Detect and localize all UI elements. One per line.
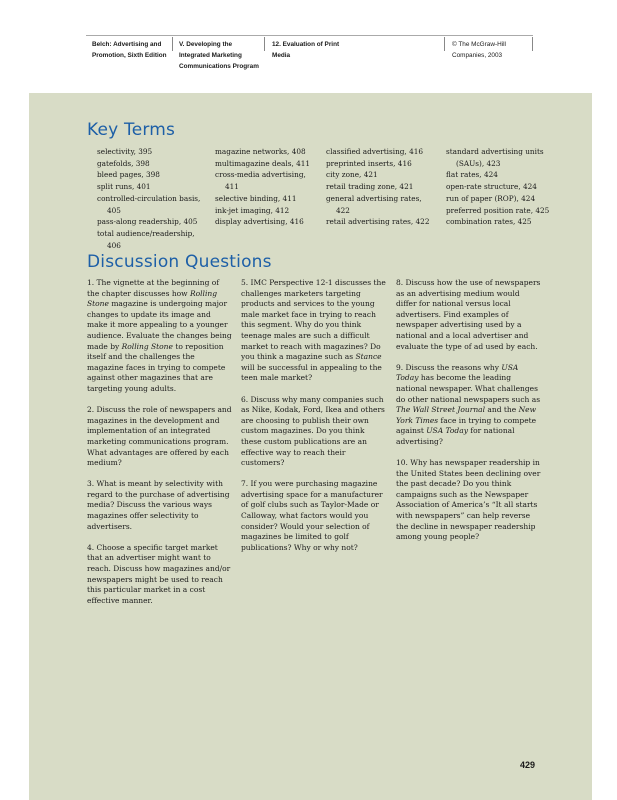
- question-1: [87, 278, 233, 395]
- key-term: selectivity, 395: [97, 147, 153, 156]
- header-part-title: [179, 39, 259, 72]
- question-text: face in trying to compete against: [396, 415, 537, 436]
- question-text: and the: [485, 405, 519, 415]
- question-italic: New York Times: [396, 405, 536, 425]
- header-text: V. Developing the: [179, 41, 233, 48]
- key-terms-heading: Key Terms: [87, 120, 176, 140]
- header-divider: [444, 37, 445, 51]
- discussion-questions-heading: Discussion Questions: [87, 252, 272, 272]
- key-terms-column-1: [97, 146, 207, 251]
- key-term: multimagazine deals, 411: [215, 158, 311, 168]
- key-term: standard advertising units (SAUs), 423: [446, 147, 544, 168]
- key-term: retail trading zone, 421: [326, 182, 414, 192]
- question-text: 1. The vignette at the beginning of the chapter discusses how: [87, 278, 220, 298]
- key-term: cross-media advertising, 411: [215, 170, 306, 192]
- header-text: Belch: Advertising and: [92, 41, 162, 48]
- running-header: [86, 35, 533, 73]
- key-terms-column-4: [446, 146, 550, 228]
- key-terms-column-2: [215, 146, 319, 228]
- question-10: 10. Why has newspaper readership in the United States been declining over the past decade? Do you think campaigns such as the Newspaper Association of America’s “It all starts with newspapers” can help reverse the decline in newspaper readership among young people?: [396, 458, 541, 542]
- discussion-column-2: [241, 278, 387, 564]
- question-7: 7. If you were purchasing magazine advertising space for a manufacturer of golf clubs such as Taylor-Made or Calloway, what factors would you consider? Would your selection of magazines be limited to golf publications? Why or why not?: [241, 479, 383, 552]
- question-text: to reposition itself and the challenges the magazine faces in trying to compete against other magazines that are targeting young adults.: [87, 341, 226, 393]
- question-italic: Rolling Stone: [87, 288, 217, 309]
- question-italic: Rolling Stone: [121, 341, 173, 351]
- question-3: 3. What is meant by selectivity with regard to the purchase of advertising media? Discuss the various ways magazines offer selectivity to advertisers.: [87, 479, 230, 531]
- header-text: © The McGraw-Hill: [452, 41, 506, 48]
- question-italic: The Wall Street Journal: [396, 405, 486, 415]
- key-term: magazine networks, 408: [215, 147, 306, 156]
- key-term: bleed pages, 398: [97, 170, 160, 180]
- key-term: preferred position rate, 425: [446, 205, 550, 215]
- question-5: [241, 278, 387, 384]
- question-8: 8. Discuss how the use of newspapers as an advertising medium would differ for national versus local advertisers. Find examples of newspaper advertising used by a national and a local advertiser and evaluate the type of ad used by each.: [396, 278, 541, 351]
- question-9: [396, 363, 542, 448]
- question-text: magazine is undergoing major changes to update its image and make it more appealing to a younger audience. Evaluate the changes being made by: [87, 299, 232, 351]
- key-term: pass-along readership, 405: [97, 217, 198, 227]
- question-6: 6. Discuss why many companies such as Nike, Kodak, Ford, Ikea and others are choosing to publish their own custom magazines. Do you think these custom publications are an effective way to reach their customers?: [241, 394, 385, 468]
- question-italic: USA Today: [426, 426, 468, 436]
- key-terms-column-3: [326, 146, 432, 228]
- key-term: gatefolds, 398: [97, 158, 150, 168]
- discussion-column-1: [87, 278, 233, 617]
- header-chapter-title: [272, 39, 339, 61]
- header-text: Communications Program: [179, 63, 259, 70]
- key-term: city zone, 421: [326, 170, 378, 180]
- question-italic: USA Today: [396, 362, 519, 383]
- question-text: will be successful in appealing to the teen male market?: [241, 362, 382, 383]
- key-term: selective binding, 411: [215, 193, 297, 203]
- question-text: has become the leading national newspaper. What challenges do other national newspapers such as: [396, 373, 541, 404]
- question-4: 4. Choose a specific target market that an advertiser might want to reach. Discuss how magazines and/or newspapers might be used to reach this particular market in a cost effective manner.: [87, 542, 231, 605]
- header-text: Companies, 2003: [452, 52, 503, 59]
- header-text: Integrated Marketing: [179, 52, 242, 59]
- question-text: for national advertising?: [396, 426, 515, 446]
- header-text: Promotion, Sixth Edition: [92, 52, 167, 59]
- question-2: 2. Discuss the role of newspapers and magazines in the development and implementation of an integrated marketing communications program. What advantages are offered by each medium?: [87, 405, 232, 468]
- header-text: Media: [272, 52, 291, 59]
- key-term: display advertising, 416: [215, 217, 304, 227]
- header-divider: [532, 37, 533, 51]
- question-italic: Stance: [355, 352, 382, 362]
- key-term: general advertising rates, 422: [326, 193, 422, 215]
- key-term: flat rates, 424: [446, 170, 498, 180]
- header-book-title: [92, 39, 167, 61]
- key-term: classified advertising, 416: [326, 147, 424, 156]
- key-term: total audience/readership, 406: [97, 228, 195, 250]
- header-divider: [172, 37, 173, 51]
- key-term: run of paper (ROP), 424: [446, 193, 536, 203]
- header-text: 12. Evaluation of Print: [272, 41, 340, 48]
- header-rule: [86, 35, 533, 36]
- question-text: 5. IMC Perspective 12-1 discusses the challenges marketers targeting products and services to the young male market face in trying to reach this segment. Why do you think teenage males are such a difficult market to reach with magazines? Do you think a magazine such as: [241, 278, 386, 362]
- header-copyright: [452, 39, 506, 61]
- key-term: split runs, 401: [97, 182, 151, 192]
- key-term: open-rate structure, 424: [446, 182, 537, 192]
- page-number: 429: [520, 760, 536, 770]
- header-divider: [264, 37, 265, 51]
- key-term: combination rates, 425: [446, 217, 532, 227]
- key-term: retail advertising rates, 422: [326, 217, 430, 227]
- key-term: ink-jet imaging, 412: [215, 205, 290, 215]
- key-term: controlled-circulation basis, 405: [97, 193, 201, 215]
- discussion-column-3: [396, 278, 542, 553]
- key-term: preprinted inserts, 416: [326, 158, 412, 168]
- question-text: 9. Discuss the reasons why: [396, 362, 502, 372]
